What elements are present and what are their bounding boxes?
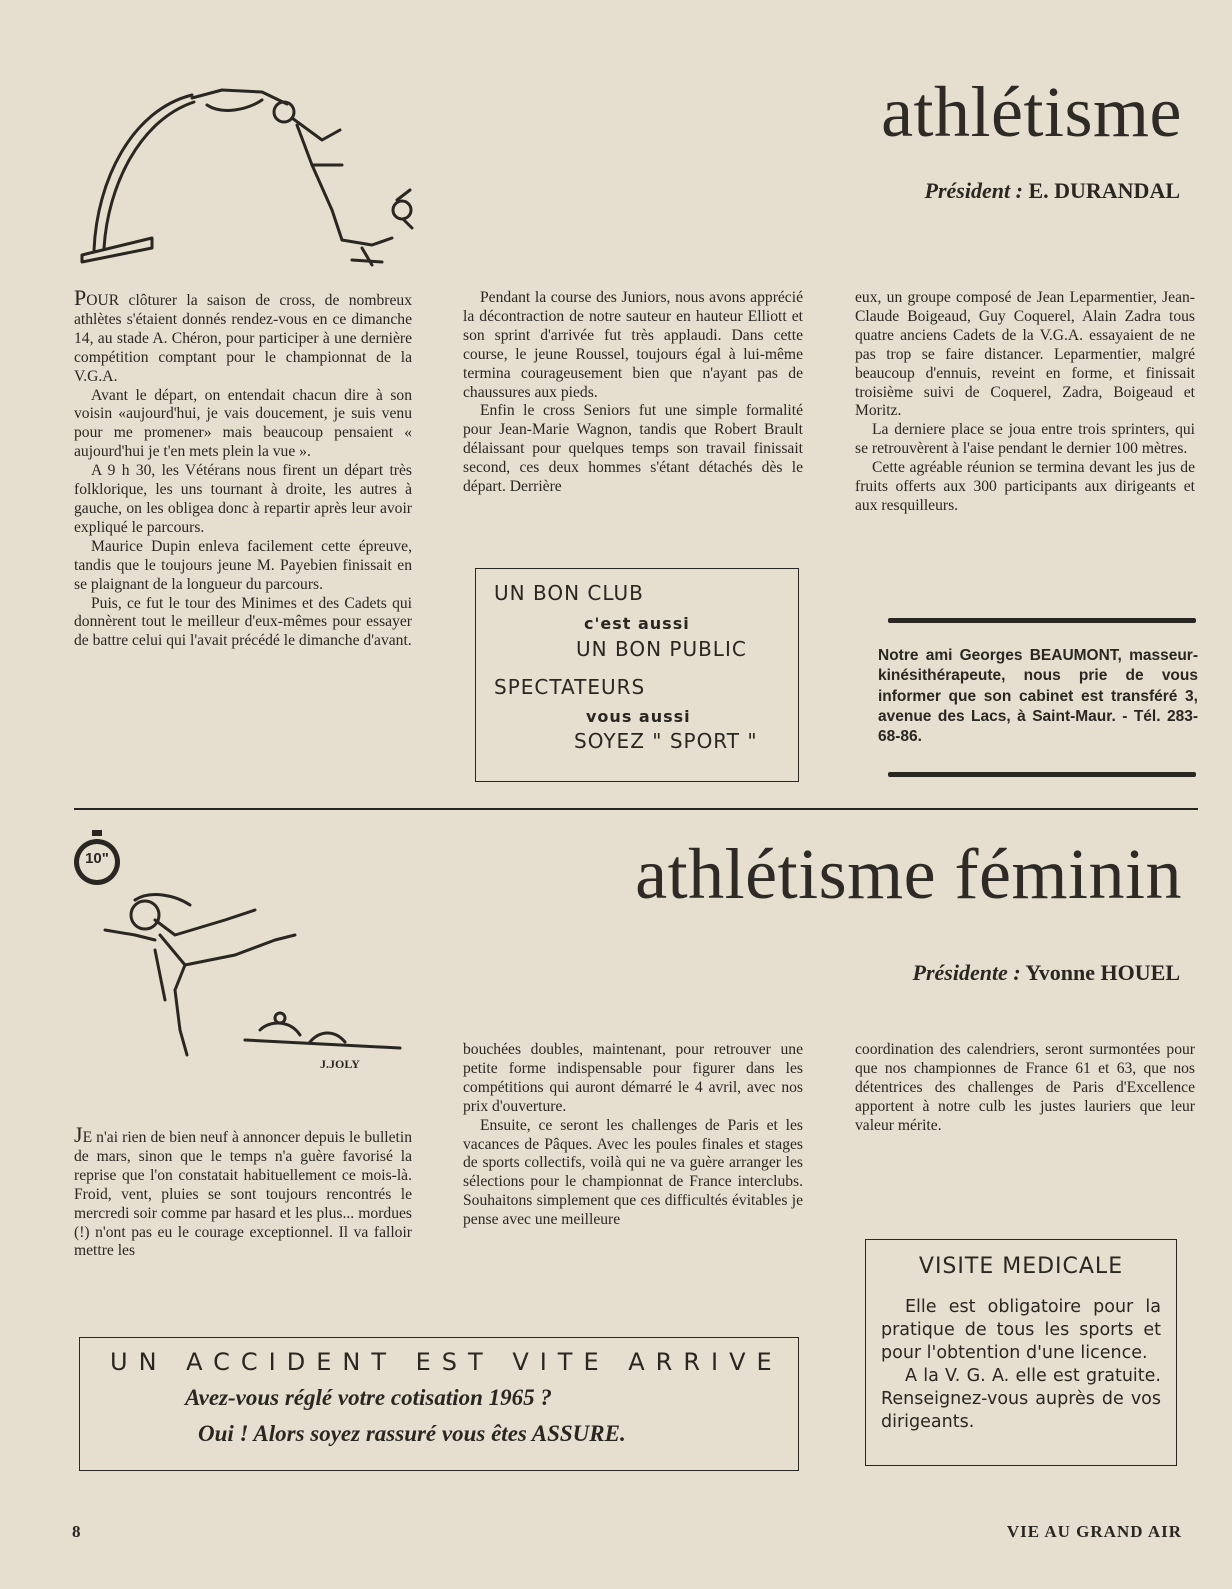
paragraph: Pendant la course des Juniors, nous avons apprécié la décontraction de notre sauteur en hauteur Elliott et son sprint d'arrivée fut très applaudi. Dans cette course, le jeune Roussel, toujours égal à lui-même termina courageusement bien que n'ayant pas de chaussures aux pieds. — [463, 289, 803, 401]
paragraph: Enfin le cross Seniors fut une simple formalité pour Jean-Marie Wagnon, tandis que Robert Brault délaissant pour quelques temps son travail finissait second, ces deux hommes s'étant détachés dès le départ. Derrière — [463, 402, 803, 496]
paragraph: A 9 h 30, les Vétérans nous firent un départ très folklorique, les uns tournant à droite, les autres à gauche, on les obligea donc à repartir après leur avoir expliqué le parcours. — [74, 462, 412, 536]
section-title-athletisme: athlétisme — [881, 72, 1182, 152]
stopwatch-icon — [73, 838, 119, 884]
paragraph: La derniere place se joua entre trois sprinters, qui se retrouvèrent à l'aise pendant le dernier 100 mètres. — [855, 421, 1195, 458]
club-line-6: SOYEZ " SPORT " — [574, 729, 758, 753]
insurance-line-1: UN ACCIDENT EST VITE ARRIVE — [110, 1348, 783, 1376]
club-line-2: c'est aussi — [584, 614, 690, 633]
paragraph: coordination des calendriers, seront surmontées pour que nos championnes de France 61 et 63, que nos détentrices des challenges de Paris d'Excellence apportent à notre culb les justes lauriers que leur valeur mérite. — [855, 1041, 1195, 1134]
paragraph: bouchées doubles, maintenant, pour retrouver une petite forme indispensable pour figurer dans les compétitions qui auront démarré le 4 avril, avec nos prix d'ouverture. — [463, 1041, 803, 1115]
paragraph: Avant le départ, on entendait chacun dire à son voisin «aujourd'hui, je vais doucement, je suis venu pour me promener» mais beaucoup pensaient « aujourd'hui je t'en mets plein la vue ». — [74, 386, 412, 461]
stopwatch-label: 10" — [85, 850, 109, 867]
presidente-line — [913, 960, 1181, 986]
president-label: Président : — [924, 178, 1023, 203]
beaumont-notice: Notre ami Georges BEAUMONT, masseur-kinésithérapeute, nous prie de vous informer que son cabinet est transféré 3, avenue des Lacs, à Saint-Maur. - Tél. 283-68-86. — [878, 647, 1198, 746]
paragraph: Cette agréable réunion se termina devant les jus de fruits offerts aux 300 participants aux dirigeants et aux resquilleurs. — [855, 459, 1195, 514]
president-name: E. DURANDAL — [1028, 178, 1180, 203]
paragraph: eux, un groupe composé de Jean Leparmentier, Jean-Claude Boigeaud, Guy Coquerel, Alain Zadra tous quatre anciens Cadets de la V.G.A. essayaient de ne pas trop se faire distancer. Leparmentier, malgré beaucoup d'ennuis, reveint en forme, et finissait troisième suivi de Coquerel, Zadra, Boigeaud et Moritz. — [855, 289, 1195, 420]
club-line-3: UN BON PUBLIC — [576, 637, 747, 661]
divider-thick — [888, 772, 1196, 777]
article-column-2 — [463, 289, 803, 497]
presidente-label: Présidente : — [912, 960, 1021, 985]
paragraph: Elle est obligatoire pour la pratique de tous les sports et pour l'obtention d'une licence. — [881, 1297, 1161, 1363]
paragraph: Puis, ce fut le tour des Minimes et des Cadets qui donnèrent tout le meilleur d'eux-mêmes pour essayer de battre celui qui l'avait précédé le dimanche d'avant. — [74, 594, 412, 650]
paragraph: Maurice Dupin enleva facilement cette épreuve, tandis que le toujours jeune M. Payebien finissait en se plaignant de la longueur du parcours. — [74, 537, 412, 593]
article-column-3 — [855, 289, 1195, 516]
pole-vault-illustration — [72, 70, 422, 280]
article-column-3 — [855, 1041, 1195, 1136]
club-line-5: vous aussi — [586, 707, 691, 726]
signature: J.JOLY — [320, 1057, 360, 1070]
club-line-1: UN BON CLUB — [494, 581, 644, 605]
runner-illustration — [95, 880, 415, 1070]
insurance-line-3: Oui ! Alors soyez rassuré vous êtes ASSURE. — [198, 1421, 626, 1446]
presidente-name: Yvonne HOUEL — [1025, 960, 1180, 985]
insurance-line-2: Avez-vous réglé votre cotisation 1965 ? — [185, 1385, 552, 1410]
insurance-box — [79, 1337, 799, 1471]
medical-box-title: VISITE MEDICALE — [918, 1254, 1124, 1279]
section-title-athletisme-feminin: athlétisme féminin — [635, 834, 1182, 914]
paragraph: A la V. G. A. elle est gratuite. Renseignez-vous auprès de vos dirigeants. — [881, 1366, 1161, 1432]
president-line — [925, 178, 1180, 204]
page-number: 8 — [72, 1522, 81, 1541]
paragraph: OUR clôturer la saison de cross, de nombreux athlètes s'étaient donnés rendez-vous en ce dimanche 14, au stade A. Chéron, pour participer à une dernière compétition comptant pour le championnat de la V.G.A. — [74, 292, 412, 385]
article-column-2 — [463, 1041, 803, 1230]
club-line-4: SPECTATEURS — [494, 675, 646, 699]
drop-cap: J — [74, 1122, 83, 1147]
divider-thick — [888, 618, 1196, 623]
paragraph: Ensuite, ce seront les challenges de Paris et les vacances de Pâques. Avec les poules finales et stages de sports collectifs, voilà qui ne va guère arranger les sélections pour le championnat de France interclubs. Souhaitons simplement que ces difficultés évitables je pense avec une meilleure — [463, 1116, 803, 1229]
article-column-1 — [74, 1122, 412, 1261]
club-promo-box — [475, 568, 799, 782]
medical-visit-box — [865, 1239, 1177, 1466]
medical-box-text — [881, 1296, 1161, 1434]
drop-cap: P — [74, 285, 87, 310]
article-column-1 — [74, 285, 412, 651]
magazine-name: VIE AU GRAND AIR — [1006, 1522, 1182, 1541]
section-divider — [74, 808, 1198, 810]
paragraph: E n'ai rien de bien neuf à annoncer depuis le bulletin de mars, sinon que le temps n'a guère favorisé la reprise que l'on constatait habituellement ce mois-là. Froid, vent, pluies se sont toujours rencontrés le mercredi soir comme par hasard et les plus... mordues (!) n'ont pas eu le courage exceptionnel. Il va falloir mettre les — [74, 1129, 412, 1260]
